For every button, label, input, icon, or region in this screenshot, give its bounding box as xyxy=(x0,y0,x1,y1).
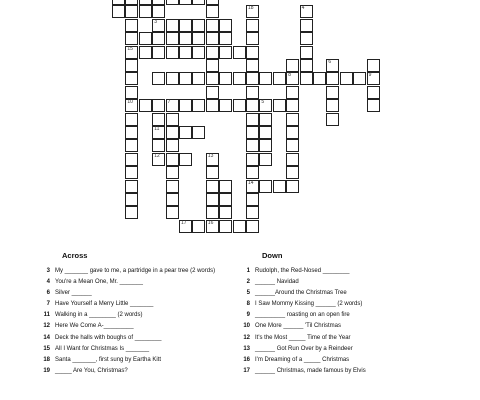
grid-cell[interactable] xyxy=(166,46,179,59)
cell-number: 18 xyxy=(248,5,254,12)
grid-cell[interactable] xyxy=(233,72,246,85)
down-clue-list xyxy=(236,266,446,377)
clue-text: Silver ______ xyxy=(55,290,92,297)
grid-cell[interactable] xyxy=(219,19,232,32)
clue-number: 4 xyxy=(46,279,50,286)
grid-cell[interactable] xyxy=(259,72,272,85)
grid-cell[interactable] xyxy=(152,32,165,45)
cell-number: 14 xyxy=(248,179,254,186)
clue-item xyxy=(36,344,246,355)
grid-cell[interactable] xyxy=(152,126,165,139)
clue-number: 8 xyxy=(246,301,250,308)
clue-text: _____ Are You, Christmas? xyxy=(55,367,128,374)
clue-text: ______ Christmas, made famous by Elvis xyxy=(255,367,366,374)
grid-cell[interactable] xyxy=(152,0,165,5)
grid-cell[interactable] xyxy=(125,72,138,85)
grid-cell[interactable] xyxy=(273,99,286,112)
grid-cell[interactable] xyxy=(179,153,192,166)
clue-number: 6 xyxy=(46,290,50,297)
grid-cell[interactable] xyxy=(219,206,232,219)
grid-cell[interactable] xyxy=(125,86,138,99)
grid-cell[interactable] xyxy=(246,32,259,45)
grid-cell[interactable] xyxy=(206,86,219,99)
grid-cell[interactable] xyxy=(233,220,246,233)
grid-cell[interactable] xyxy=(139,0,152,5)
clue-text: My _______ gave to me, a partridge in a pear tree (2 words) xyxy=(55,268,216,274)
clue-item xyxy=(236,321,446,332)
grid-cell[interactable] xyxy=(166,206,179,219)
grid-cell[interactable] xyxy=(125,59,138,72)
clue-item xyxy=(236,277,446,288)
grid-cell[interactable] xyxy=(206,153,219,166)
clue-text: All I Want for Christmas Is _______ xyxy=(55,345,150,352)
grid-cell[interactable] xyxy=(166,32,179,45)
clue-number: 14 xyxy=(43,334,50,341)
grid-cell[interactable] xyxy=(246,139,259,152)
clue-item xyxy=(36,299,246,310)
grid-cell[interactable] xyxy=(152,72,165,85)
grid-cell[interactable] xyxy=(152,99,165,112)
grid-cell[interactable] xyxy=(166,193,179,206)
grid-cell[interactable] xyxy=(300,59,313,72)
grid-cell[interactable] xyxy=(152,5,165,18)
clue-item xyxy=(236,288,446,299)
grid-cell[interactable] xyxy=(192,220,205,233)
clue-number: 17 xyxy=(243,367,250,374)
clue-number: 11 xyxy=(43,312,50,319)
grid-cell[interactable] xyxy=(286,86,299,99)
cell-number: 6 xyxy=(328,59,332,65)
clue-number: 12 xyxy=(43,323,50,330)
grid-cell[interactable] xyxy=(166,19,179,32)
clue-item xyxy=(236,344,446,355)
grid-cell[interactable] xyxy=(367,86,380,99)
grid-cell[interactable] xyxy=(286,113,299,126)
grid-cell[interactable] xyxy=(246,166,259,179)
clue-item xyxy=(36,310,246,321)
clue-number: 19 xyxy=(43,367,50,374)
grid-cell[interactable] xyxy=(125,166,138,179)
cell-number: 7 xyxy=(167,99,171,106)
grid-cell[interactable] xyxy=(326,72,339,85)
grid-cell[interactable] xyxy=(125,180,138,193)
grid-cell[interactable] xyxy=(313,72,326,85)
grid-cell[interactable] xyxy=(259,99,272,112)
clue-item xyxy=(36,321,246,332)
grid-cell[interactable] xyxy=(206,0,219,5)
clue-number: 10 xyxy=(243,323,250,330)
grid-cell[interactable] xyxy=(286,166,299,179)
clue-text: Deck the halls with boughs of ________ xyxy=(55,334,162,341)
grid-cell[interactable] xyxy=(246,86,259,99)
clue-number: 2 xyxy=(246,279,250,286)
grid-cell[interactable] xyxy=(326,99,339,112)
grid-cell[interactable] xyxy=(286,99,299,112)
grid-cell[interactable] xyxy=(166,0,179,5)
grid-cell[interactable] xyxy=(166,139,179,152)
grid-cell[interactable] xyxy=(246,220,259,233)
clue-item xyxy=(36,277,246,288)
clue-text: It's the Most _____ Time of the Year xyxy=(255,334,351,341)
grid-cell[interactable] xyxy=(152,139,165,152)
clue-text: One More ______ 'Til Christmas xyxy=(255,323,341,330)
clue-text: ______ Navidad xyxy=(255,279,299,286)
grid-cell[interactable] xyxy=(206,72,219,85)
grid-cell[interactable] xyxy=(353,72,366,85)
grid-cell[interactable] xyxy=(259,153,272,166)
grid-cell[interactable] xyxy=(192,99,205,112)
grid-cell[interactable] xyxy=(219,193,232,206)
grid-cell[interactable] xyxy=(206,19,219,32)
clue-text: Have Yourself a Merry Little _______ xyxy=(55,301,154,308)
grid-cell[interactable] xyxy=(246,46,259,59)
grid-cell[interactable] xyxy=(179,99,192,112)
clue-item xyxy=(36,288,246,299)
grid-cell[interactable] xyxy=(152,19,165,32)
grid-cell[interactable] xyxy=(300,72,313,85)
clue-item xyxy=(236,355,446,366)
grid-cell[interactable] xyxy=(206,220,219,233)
grid-cell[interactable] xyxy=(367,72,380,85)
grid-cell[interactable] xyxy=(273,180,286,193)
grid-cell[interactable] xyxy=(206,193,219,206)
grid-cell[interactable] xyxy=(166,166,179,179)
grid-cell[interactable] xyxy=(206,59,219,72)
grid-cell[interactable] xyxy=(112,5,125,18)
grid-cell[interactable] xyxy=(125,206,138,219)
grid-cell[interactable] xyxy=(152,113,165,126)
grid-cell[interactable] xyxy=(179,46,192,59)
grid-cell[interactable] xyxy=(286,126,299,139)
grid-cell[interactable] xyxy=(300,32,313,45)
cell-number: 17 xyxy=(181,219,187,226)
grid-cell[interactable] xyxy=(179,72,192,85)
grid-cell[interactable] xyxy=(300,19,313,32)
clue-number: 5 xyxy=(246,290,250,297)
clue-item xyxy=(36,366,246,377)
across-heading: Across xyxy=(62,251,88,260)
grid-cell[interactable] xyxy=(192,46,205,59)
grid-cell[interactable] xyxy=(286,72,299,85)
grid-cell[interactable] xyxy=(286,153,299,166)
across-clue-list xyxy=(36,266,246,377)
clue-number: 18 xyxy=(43,356,50,363)
grid-cell[interactable] xyxy=(179,0,192,5)
grid-cell[interactable] xyxy=(300,46,313,59)
clue-number: 15 xyxy=(43,345,50,352)
grid-cell[interactable] xyxy=(166,153,179,166)
cell-number: 15 xyxy=(127,45,133,52)
grid-cell[interactable] xyxy=(125,5,138,18)
grid-cell[interactable] xyxy=(206,180,219,193)
grid-cell[interactable] xyxy=(300,5,313,18)
grid-cell[interactable] xyxy=(125,19,138,32)
clue-number: 9 xyxy=(246,312,250,319)
clue-text: _________ roasting on an open fire xyxy=(255,312,350,319)
clue-item xyxy=(236,266,446,277)
cell-number: 11 xyxy=(154,126,160,132)
grid-cell[interactable] xyxy=(179,32,192,45)
cell-number: 10 xyxy=(127,99,133,106)
grid-cell[interactable] xyxy=(125,193,138,206)
grid-cell[interactable] xyxy=(246,72,259,85)
grid-cell[interactable] xyxy=(219,72,232,85)
grid-cell[interactable] xyxy=(259,139,272,152)
grid-cell[interactable] xyxy=(286,139,299,152)
grid-cell[interactable] xyxy=(259,113,272,126)
grid-cell[interactable] xyxy=(206,46,219,59)
grid-cell[interactable] xyxy=(326,59,339,72)
clue-text: Here We Come A-_________ xyxy=(55,323,134,330)
cell-number: 5 xyxy=(261,99,265,106)
grid-cell[interactable] xyxy=(367,99,380,112)
grid-cell[interactable] xyxy=(326,86,339,99)
grid-cell[interactable] xyxy=(179,19,192,32)
clue-number: 3 xyxy=(46,268,50,274)
grid-cell[interactable] xyxy=(206,32,219,45)
grid-cell[interactable] xyxy=(246,180,259,193)
clue-number: 16 xyxy=(243,356,250,363)
grid-cell[interactable] xyxy=(246,193,259,206)
grid-cell[interactable] xyxy=(259,180,272,193)
clue-text: ______Around the Christmas Tree xyxy=(255,290,347,297)
grid-cell[interactable] xyxy=(340,72,353,85)
clue-text: Rudolph, the Red-Nosed ________ xyxy=(255,268,350,274)
cell-number: 13 xyxy=(207,152,214,159)
grid-cell[interactable] xyxy=(192,19,205,32)
grid-cell[interactable] xyxy=(206,166,219,179)
grid-cell[interactable] xyxy=(246,113,259,126)
grid-cell[interactable] xyxy=(206,5,219,18)
cell-number: 16 xyxy=(207,219,214,226)
clue-text: Walking in a ________ (2 words) xyxy=(55,312,143,319)
clue-text: ______ Got Run Over by a Reindeer xyxy=(255,345,353,352)
grid-cell[interactable] xyxy=(246,5,259,18)
grid-cell[interactable] xyxy=(326,113,339,126)
grid-cell[interactable] xyxy=(112,0,125,5)
grid-cell[interactable] xyxy=(259,126,272,139)
down-heading: Down xyxy=(262,251,283,260)
grid-cell[interactable] xyxy=(206,99,219,112)
grid-cell[interactable] xyxy=(166,72,179,85)
grid-cell[interactable] xyxy=(179,220,192,233)
grid-cell[interactable] xyxy=(166,113,179,126)
cell-number: 4 xyxy=(301,5,305,12)
clue-number: 1 xyxy=(246,268,250,274)
grid-cell[interactable] xyxy=(233,99,246,112)
grid-cell[interactable] xyxy=(139,5,152,18)
grid-cell[interactable] xyxy=(125,153,138,166)
grid-cell[interactable] xyxy=(152,153,165,166)
grid-cell[interactable] xyxy=(192,126,205,139)
grid-cell[interactable] xyxy=(152,46,165,59)
grid-cell[interactable] xyxy=(125,126,138,139)
grid-cell[interactable] xyxy=(166,99,179,112)
grid-cell[interactable] xyxy=(139,99,152,112)
clue-item xyxy=(236,310,446,321)
grid-cell[interactable] xyxy=(219,220,232,233)
grid-cell[interactable] xyxy=(125,99,138,112)
grid-cell[interactable] xyxy=(286,59,299,72)
grid-cell[interactable] xyxy=(246,206,259,219)
grid-cell[interactable] xyxy=(179,126,192,139)
grid-cell[interactable] xyxy=(192,0,205,5)
grid-cell[interactable] xyxy=(125,139,138,152)
cell-number: 8 xyxy=(288,72,291,79)
grid-cell[interactable] xyxy=(139,46,152,59)
grid-cell[interactable] xyxy=(125,32,138,45)
clue-number: 12 xyxy=(243,334,250,341)
grid-cell[interactable] xyxy=(246,19,259,32)
clue-number: 13 xyxy=(243,345,250,352)
grid-cell[interactable] xyxy=(286,180,299,193)
grid-cell[interactable] xyxy=(125,46,138,59)
grid-cell[interactable] xyxy=(192,72,205,85)
grid-cell[interactable] xyxy=(139,32,152,45)
clue-item xyxy=(236,366,446,377)
grid-cell[interactable] xyxy=(273,72,286,85)
cell-number: 3 xyxy=(154,18,157,25)
clue-item xyxy=(236,299,446,310)
clue-item xyxy=(36,333,246,344)
grid-cell[interactable] xyxy=(192,32,205,45)
grid-cell[interactable] xyxy=(246,59,259,72)
clue-text: I Saw Mommy Kissing ______ (2 words) xyxy=(255,301,363,308)
grid-cell[interactable] xyxy=(219,99,232,112)
grid-cell[interactable] xyxy=(367,59,380,72)
grid-cell[interactable] xyxy=(166,180,179,193)
grid-cell[interactable] xyxy=(125,113,138,126)
grid-cell[interactable] xyxy=(246,99,259,112)
clue-text: I'm Dreaming of a _____ Christmas xyxy=(255,356,350,363)
grid-cell[interactable] xyxy=(125,0,138,5)
clue-item xyxy=(36,355,246,366)
grid-cell[interactable] xyxy=(246,153,259,166)
clue-number: 7 xyxy=(46,301,50,308)
clue-item xyxy=(236,333,446,344)
clue-text: You're a Mean One, Mr. _______ xyxy=(55,279,143,286)
grid-cell[interactable] xyxy=(206,206,219,219)
grid-cell[interactable] xyxy=(233,46,246,59)
cell-number: 12 xyxy=(154,152,160,159)
grid-cell[interactable] xyxy=(166,126,179,139)
grid-cell[interactable] xyxy=(246,126,259,139)
clue-text: Santa _______, first sung by Eartha Kitt xyxy=(55,356,162,363)
clue-item xyxy=(36,266,246,277)
grid-cell[interactable] xyxy=(219,32,232,45)
cell-number: 9 xyxy=(368,72,372,79)
grid-cell[interactable] xyxy=(219,180,232,193)
grid-cell[interactable] xyxy=(219,46,232,59)
